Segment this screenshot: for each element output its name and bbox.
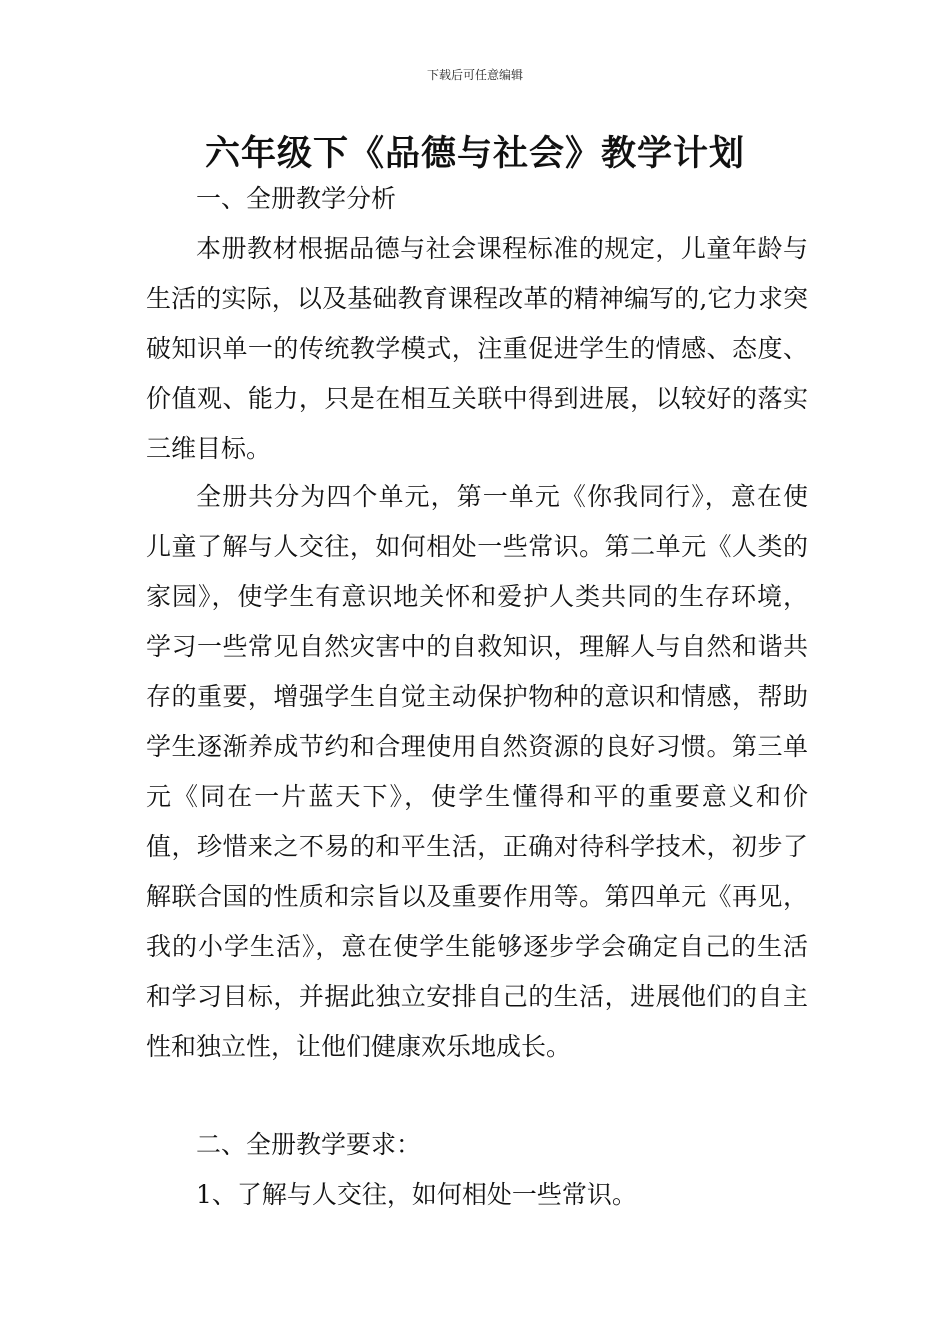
list-item-1-text: 1、了解与人交往，如何相处一些常识。 <box>196 1180 637 1209</box>
paragraph-2-text: 全册共分为四个单元，第一单元《你我同行》，意在使儿童了解与人交往，如何相处一些常识。第二单元《人类的家园》，使学生有意识地关怀和爱护人类共同的生存环境，学习一些常见自然灾害中的自救知识，理解人与自然和谐共存的重要，增强学生自觉主动保护物种的意识和情感，帮助学生逐渐养成节约和合理使用自然资源的良好习惯。第三单元《同在一片蓝天下》，使学生懂得和平的重要意义和价值，珍惜来之不易的和平生活，正确对待科学技术，初步了解联合国的性质和宗旨以及重要作用等。第四单元《再见，我的小学生活》，意在使学生能够逐步学会确定自己的生活和学习目标，并据此独立安排自己的生活，进展他们的自主性和独立性，让他们健康欢乐地成长。 <box>146 482 808 1061</box>
section-1-heading: 一、全册教学分析 <box>196 184 397 213</box>
list-item-1 <box>146 1170 808 1220</box>
section-2-heading: 二、全册教学要求： <box>196 1130 422 1159</box>
paragraph-2 <box>146 472 808 1072</box>
section-2 <box>146 1120 808 1170</box>
paragraph-1 <box>146 224 808 474</box>
document-title: 六年级下《品德与社会》教学计划 <box>204 134 745 174</box>
paragraph-1-text: 本册教材根据品德与社会课程标准的规定，儿童年龄与生活的实际，以及基础教育课程改革的精神编写的,它力求突破知识单一的传统教学模式，注重促进学生的情感、态度、价值观、能力，只是在相互关联中得到进展，以较好的落实三维目标。 <box>146 234 808 463</box>
section-1 <box>146 174 808 224</box>
header-note: 下载后可任意编辑 <box>426 68 523 82</box>
